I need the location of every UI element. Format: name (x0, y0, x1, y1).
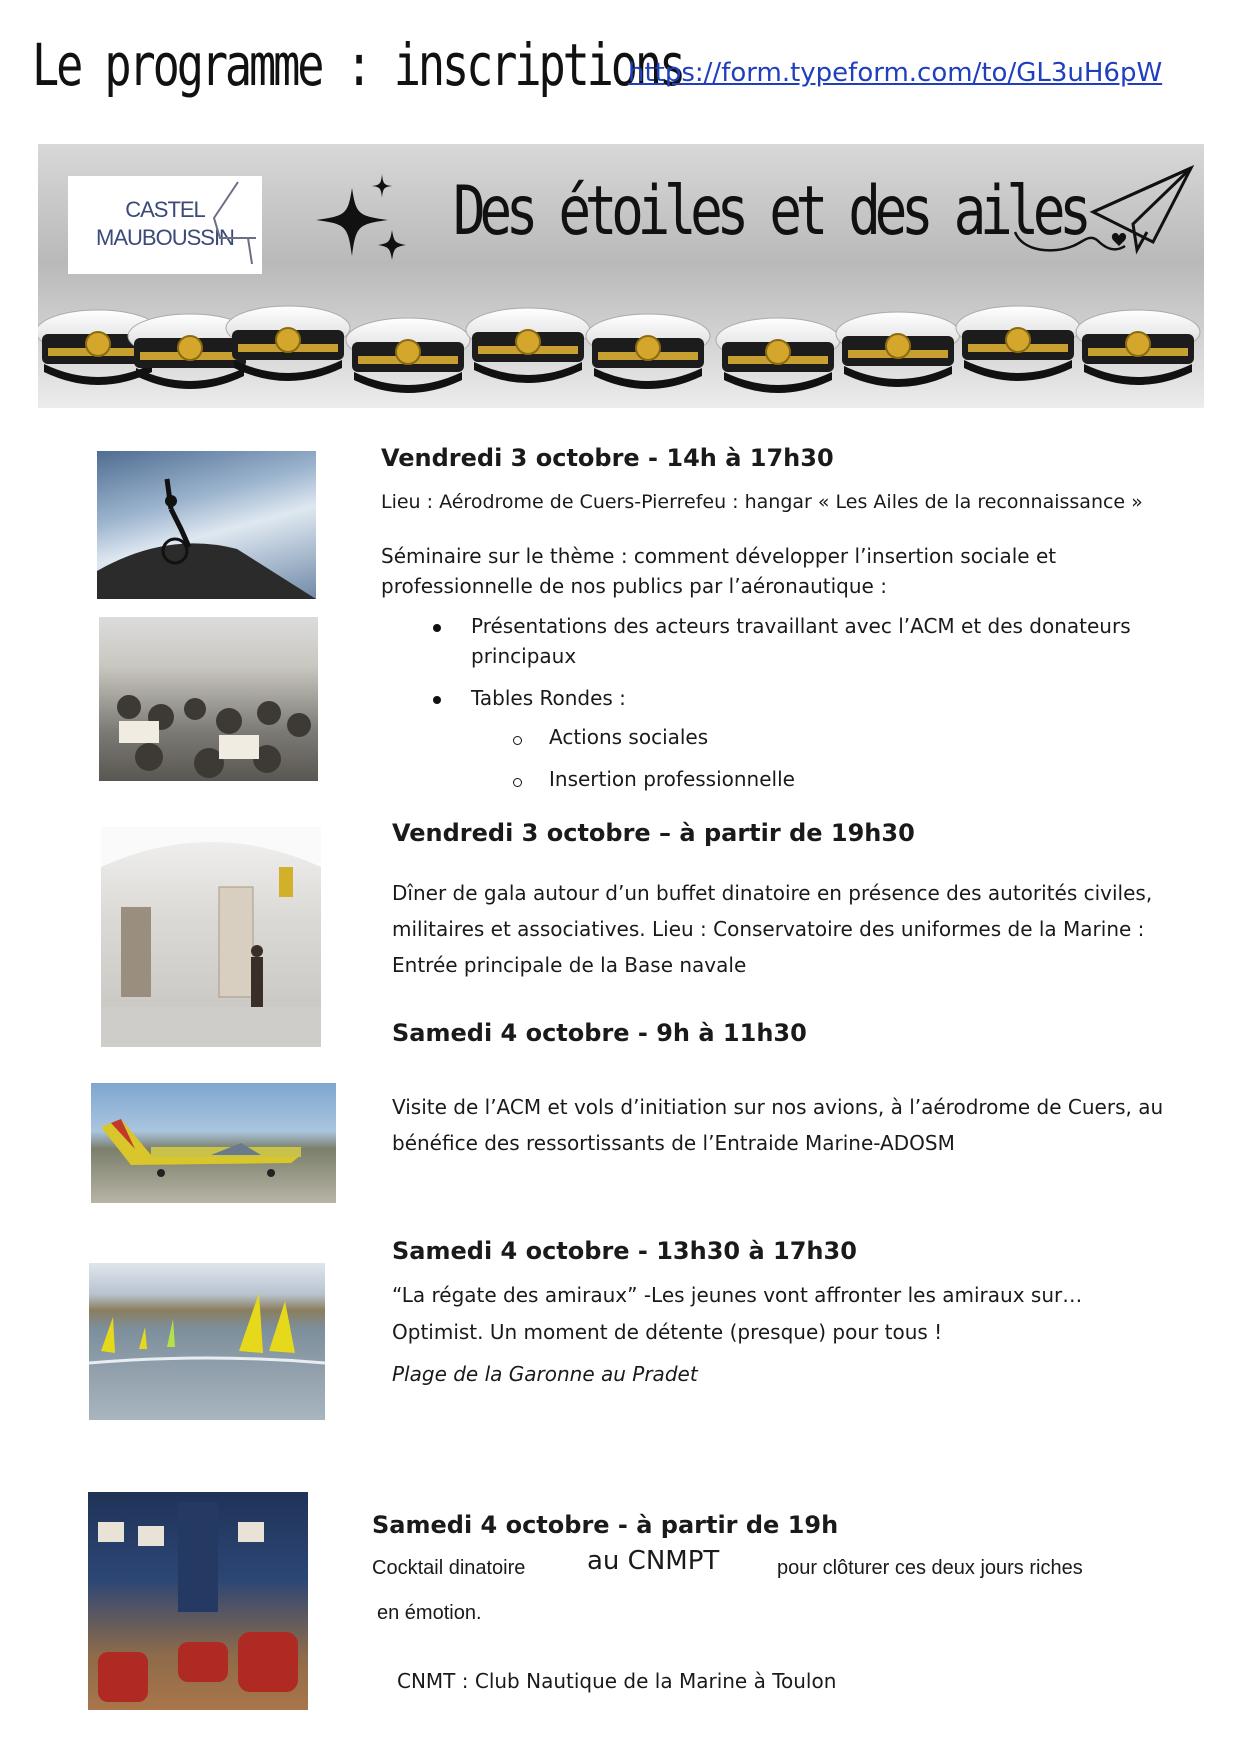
event5-text-a: Cocktail dinatoire (372, 1557, 526, 1579)
optimist-sailboats-photo (89, 1263, 325, 1420)
airplane-runway-photo (91, 1083, 336, 1203)
registration-link[interactable]: https://form.typeform.com/to/GL3uH6pW (628, 58, 1163, 88)
castel-mauboussin-logo (68, 176, 262, 274)
event3-text: Visite de l’ACM et vols d’initiation sur nos avions, à l’aérodrome de Cuers, au bénéfice des ressortissants de l’Entraide Marine-ADOSM (392, 1095, 1164, 1155)
clubhouse-lounge-photo (88, 1492, 308, 1710)
seminar-audience-photo (99, 617, 318, 781)
event4-place: Plage de la Garonne au Pradet (392, 1362, 698, 1386)
logo-line1: CASTEL (125, 197, 205, 222)
sparkle-stars-icon (300, 168, 460, 268)
event5-text-c: pour clôturer ces deux jours riches (777, 1557, 1083, 1579)
event3-heading: Samedi 4 octobre - 9h à 11h30 (392, 1019, 807, 1047)
event1-intro: Séminaire sur le thème : comment développer l’insertion sociale et professionnelle de nos publics par l’aéronautique : (381, 544, 1057, 598)
event2-heading: Vendredi 3 octobre – à partir de 19h30 (392, 819, 915, 847)
banner-title: Des étoiles et des ailes (453, 172, 1086, 251)
event4-text: “La régate des amiraux” -Les jeunes vont affronter les amiraux sur… Optimist. Un moment de détente (presque) pour tous ! (392, 1283, 1083, 1344)
banner (38, 144, 1204, 408)
logo-line2: MAUBOUSSIN (96, 225, 234, 250)
event5-heading: Samedi 4 octobre - à partir de 19h (372, 1511, 839, 1539)
list-item: Présentations des acteurs travaillant avec l’ACM et des donateurs principaux (471, 611, 1181, 671)
event1-bullets (471, 611, 1181, 713)
list-item: Actions sociales (549, 722, 1049, 752)
event1-heading: Vendredi 3 octobre - 14h à 17h30 (381, 444, 834, 472)
event1-location: Lieu : Aérodrome de Cuers-Pierrefeu : hangar « Les Ailes de la reconnaissance » (381, 491, 1143, 513)
list-item: Insertion professionnelle (549, 764, 1049, 794)
paper-plane-icon (1013, 162, 1198, 272)
wheelchair-summit-photo (97, 451, 316, 599)
page-title: Le programme : inscriptions (32, 31, 684, 99)
event4-heading: Samedi 4 octobre - 13h30 à 17h30 (392, 1237, 857, 1265)
officer-caps-row (38, 294, 1204, 408)
event5-text-b: au CNMPT (587, 1546, 720, 1576)
logo-tailfin-icon (208, 178, 260, 270)
uniforms-museum-photo (101, 827, 321, 1047)
event2-text: Dîner de gala autour d’un buffet dinatoire en présence des autorités civiles, militaires et associatives. Lieu : Conservatoire des uniformes de la Marine : Entrée principale de la Base navale (392, 881, 1153, 977)
list-item: Tables Rondes : (471, 683, 1181, 713)
event5-text-d: en émotion. (377, 1602, 482, 1624)
event5-footnote: CNMT : Club Nautique de la Marine à Toulon (397, 1669, 837, 1693)
event1-subbullets (549, 722, 1049, 794)
